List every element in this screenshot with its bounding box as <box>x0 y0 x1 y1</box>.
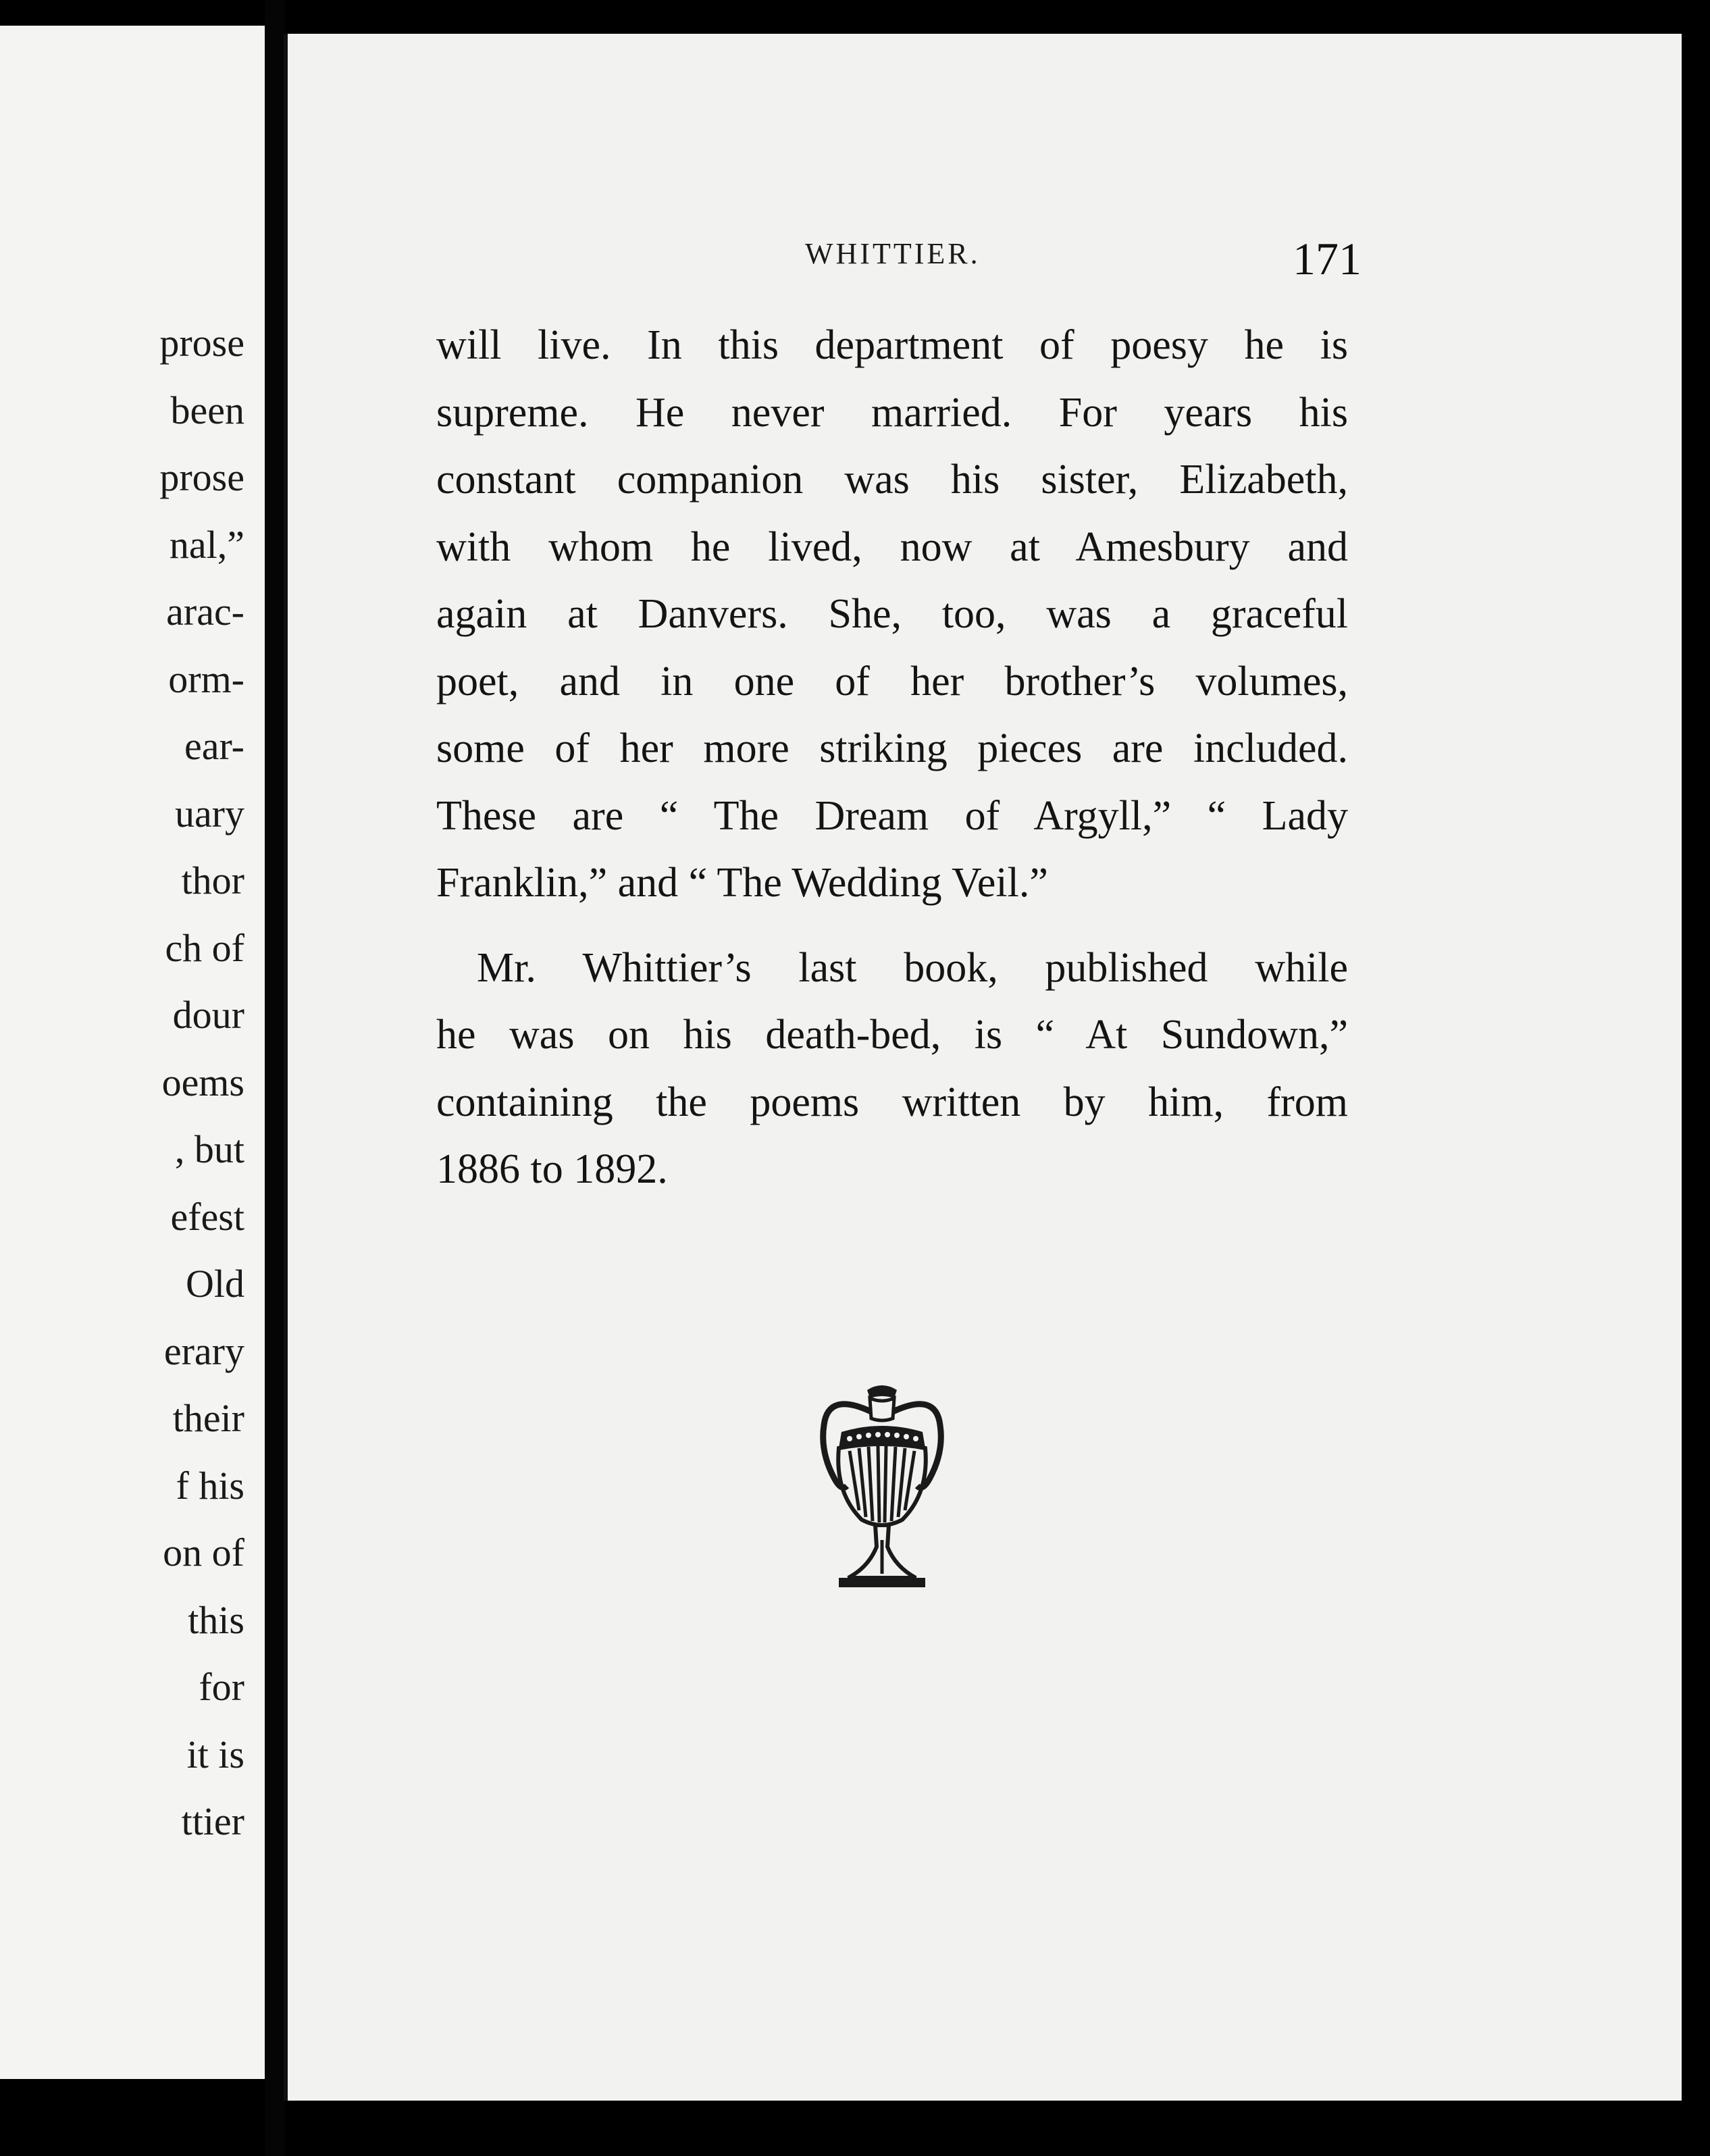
left-line: their <box>172 1396 244 1440</box>
text-line: some of her more striking pieces are included. <box>436 725 1348 771</box>
left-line: orm- <box>168 657 244 701</box>
paragraph-gap <box>436 917 1348 935</box>
text-line: Franklin,” and “ The Wedding Veil.” <box>436 860 1048 906</box>
text-line: poet, and in one of her brother’s volumes, <box>436 658 1348 704</box>
left-line: f his <box>176 1463 244 1508</box>
left-line: thor <box>181 858 244 902</box>
text-line: he was on his death-bed, is “ At Sundown,” <box>436 1012 1348 1058</box>
left-line: arac- <box>166 590 244 634</box>
paragraph <box>436 935 1348 1204</box>
left-line: ttier <box>181 1799 244 1843</box>
paragraph <box>436 312 1348 917</box>
left-line: uary <box>174 791 244 836</box>
book-gutter <box>265 0 285 2156</box>
urn-icon <box>814 1378 950 1601</box>
left-line: oems <box>161 1060 244 1104</box>
left-line: Old <box>186 1262 244 1306</box>
running-head: WHITTIER. <box>805 237 981 270</box>
left-line: efest <box>170 1194 244 1239</box>
left-line: , but <box>174 1127 244 1171</box>
left-line: ch of <box>165 925 244 970</box>
left-line: on of <box>163 1531 244 1574</box>
left-line: prose <box>159 321 244 365</box>
left-line: for <box>199 1665 244 1709</box>
text-line: again at Danvers. She, too, was a graceful <box>436 591 1348 637</box>
text-line: These are “ The Dream of Argyll,” “ Lady <box>436 792 1348 839</box>
left-line: prose <box>159 455 244 499</box>
left-line: ear- <box>184 724 244 768</box>
right-page <box>284 34 1682 2101</box>
text-line: supreme. He never married. For years his <box>436 389 1348 436</box>
page-number: 171 <box>1293 233 1362 284</box>
text-line: 1886 to 1892. <box>436 1146 668 1192</box>
left-line: it is <box>186 1732 244 1776</box>
left-line: this <box>188 1597 244 1642</box>
text-line: containing the poems written by him, from <box>436 1079 1348 1125</box>
left-line: nal,” <box>169 522 244 567</box>
left-line: been <box>170 388 244 432</box>
left-line: erary <box>163 1329 244 1373</box>
left-line: dour <box>172 993 244 1037</box>
body-text <box>436 312 1348 1204</box>
left-page-text <box>159 309 244 1855</box>
text-line: will live. In this department of poesy he is <box>436 322 1348 368</box>
text-line: with whom he lived, now at Amesbury and <box>436 523 1348 570</box>
text-line: Mr. Whittier’s last book, published while <box>477 944 1348 991</box>
left-page <box>0 26 265 2079</box>
text-line: constant companion was his sister, Elizabeth, <box>436 457 1348 503</box>
